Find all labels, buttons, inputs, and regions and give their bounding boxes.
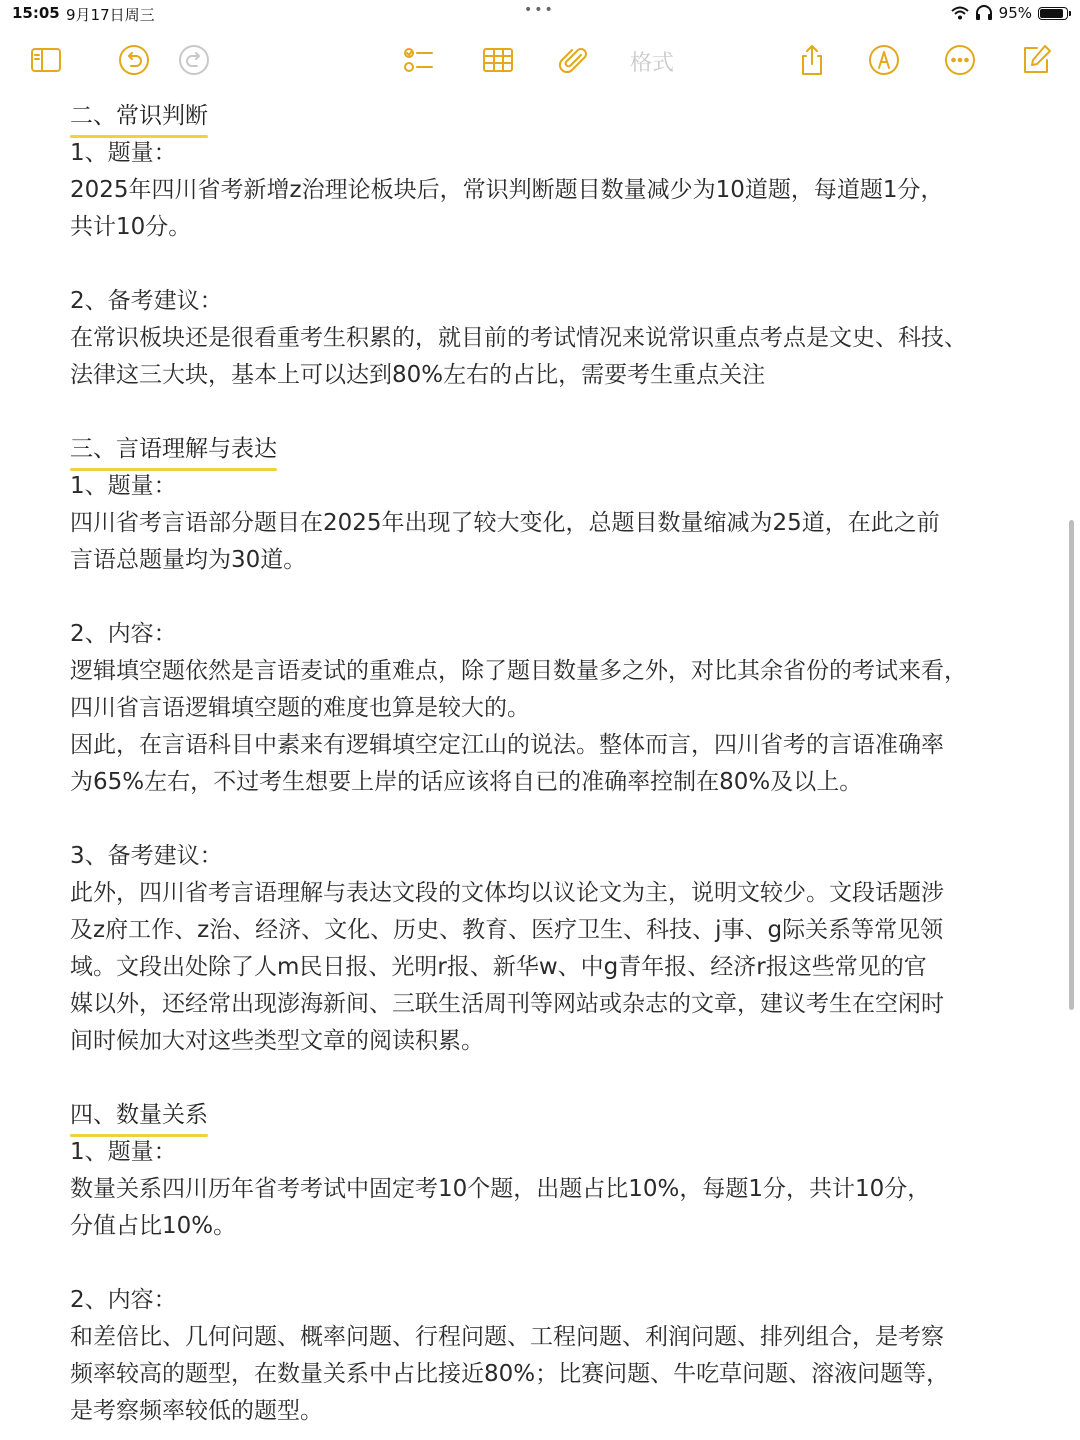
paragraph-line: 频率较高的题型，在数量关系中占比接近80%；比赛问题、牛吃草问题、溶液问题等， xyxy=(70,1361,950,1387)
notes-toolbar xyxy=(0,34,1080,86)
status-time: 15:05 xyxy=(12,4,60,22)
section-heading: 三、言语理解与表达 xyxy=(70,431,277,468)
paragraph-line: 媒以外，还经常出现澎海新间、三联生活周刊等网站或杂志的文章，建议考生在空闲时 xyxy=(70,991,944,1017)
more-options-button[interactable] xyxy=(940,34,980,86)
status-date: 9月17日周三 xyxy=(66,6,155,24)
subheading: 3、备考建议： xyxy=(70,843,223,869)
paragraph-line: 和差倍比、几何问题、概率问题、行程问题、工程问题、利润问题、排列组合，是考察 xyxy=(70,1324,944,1350)
share-icon xyxy=(795,43,829,77)
compose-icon xyxy=(1019,43,1053,77)
share-button[interactable] xyxy=(792,34,832,86)
paragraph-line: 言语总题量均为30道。 xyxy=(70,547,307,573)
battery-percent: 95% xyxy=(998,4,1032,22)
subheading: 2、内容： xyxy=(70,621,177,647)
redo-button[interactable] xyxy=(174,34,214,86)
scrollbar[interactable] xyxy=(1069,520,1074,1010)
attachment-button[interactable] xyxy=(554,34,594,86)
ellipsis-circle-icon xyxy=(943,43,977,77)
sidebar-toggle-button[interactable] xyxy=(26,34,66,86)
paperclip-icon xyxy=(557,43,591,77)
paragraph-line: 四川省考言语部分题目在2025年出现了较大变化，总题目数量缩减为25道，在此之前 xyxy=(70,510,940,536)
paragraph-line: 域。文段出处除了人m民日报、光明r报、新华w、中g青年报、经济r报这些常见的官 xyxy=(70,954,927,980)
status-bar xyxy=(0,0,1080,28)
pen-tip-icon xyxy=(867,43,901,77)
paragraph-line: 数量关系四川历年省考考试中固定考10个题，出题占比10%，每题1分，共计10分， xyxy=(70,1176,931,1202)
headphones-icon xyxy=(975,5,993,21)
table-button[interactable] xyxy=(478,34,518,86)
paragraph-line: 间时候加大对这些类型文章的阅读积累。 xyxy=(70,1028,484,1054)
section-heading: 四、数量关系 xyxy=(70,1097,208,1134)
table-icon xyxy=(481,43,515,77)
section-heading: 二、常识判断 xyxy=(70,98,208,135)
status-indicators xyxy=(951,4,1068,22)
multitasking-dots-icon[interactable]: ••• xyxy=(524,2,555,18)
battery-icon xyxy=(1038,7,1068,20)
subheading: 2、备考建议： xyxy=(70,288,223,314)
checklist-button[interactable] xyxy=(398,34,438,86)
paragraph-line: 分值占比10%。 xyxy=(70,1213,237,1239)
paragraph-line: 四川省言语逻辑填空题的难度也算是较大的。 xyxy=(70,695,530,721)
paragraph-line: 为65%左右，不过考生想要上岸的话应该将自已的准确率控制在80%及以上。 xyxy=(70,769,863,795)
subheading: 1、题量： xyxy=(70,1139,177,1165)
subheading: 2、内容： xyxy=(70,1287,177,1313)
checklist-icon xyxy=(401,43,435,77)
paragraph-line: 及z府工作、z治、经济、文化、历史、教育、医疗卫生、科技、j事、g际关系等常见领 xyxy=(70,917,944,943)
paragraph-line: 逻辑填空题依然是言语麦试的重难点，除了题目数量多之外，对比其余省份的考试来看， xyxy=(70,658,967,684)
format-button[interactable]: 格式 xyxy=(630,51,675,76)
redo-icon xyxy=(177,43,211,77)
paragraph-line: 因此，在言语科目中素来有逻辑填空定江山的说法。整体而言，四川省考的言语准确率 xyxy=(70,732,944,758)
subheading: 1、题量： xyxy=(70,473,177,499)
note-body[interactable] xyxy=(70,98,1020,1430)
paragraph-line: 是考察频率较低的题型。 xyxy=(70,1398,323,1424)
markup-button[interactable] xyxy=(864,34,904,86)
undo-button[interactable] xyxy=(114,34,154,86)
sidebar-icon xyxy=(29,43,63,77)
undo-icon xyxy=(117,43,151,77)
paragraph-line: 共计10分。 xyxy=(70,214,192,240)
subheading: 1、题量： xyxy=(70,140,177,166)
wifi-icon xyxy=(951,6,969,20)
compose-button[interactable] xyxy=(1016,34,1056,86)
paragraph-line: 2025年四川省考新增z治理论板块后，常识判断题目数量减少为10道题，每道题1分， xyxy=(70,177,944,203)
paragraph-line: 此外，四川省考言语理解与表达文段的文体均以议论文为主，说明文较少。文段话题涉 xyxy=(70,880,944,906)
paragraph-line: 法律这三大块，基本上可以达到80%左右的占比，需要考生重点关注 xyxy=(70,362,766,388)
paragraph-line: 在常识板块还是很看重考生积累的，就目前的考试情况来说常识重点考点是文史、科技、 xyxy=(70,325,967,351)
